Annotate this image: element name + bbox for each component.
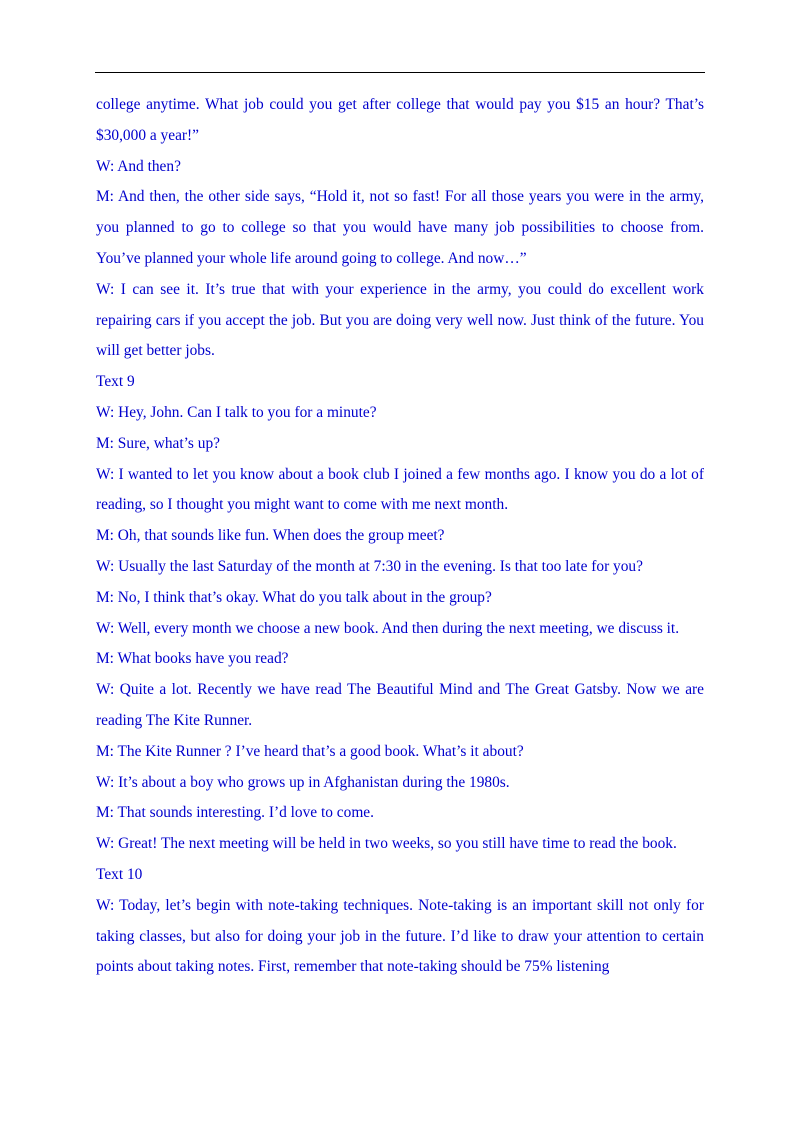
section-heading-text-10: Text 10 [96,865,143,883]
dialogue-line: M: What books have you read? [96,650,289,668]
dialogue-line: M: Sure, what’s up? [96,434,220,452]
dialogue-line: M: The Kite Runner ? I’ve heard that’s a good book. What’s it about? [96,742,524,760]
dialogue-line: W: Great! The next meeting will be held in two weeks, so you still have time to read the book. [96,835,677,853]
dialogue-line: W: I wanted to let you know about a book club I joined a few months ago. I know you do a lot of reading, so I thought you might want to come with me next month. [96,465,704,514]
dialogue-line: W: Well, every month we choose a new book. And then during the next meeting, we discuss it. [96,619,680,637]
dialogue-line: W: I can see it. It’s true that with your experience in the army, you could do excellent work repairing cars if you accept the job. But you are doing very well now. Just think of the future. You will get better jobs. [96,280,704,360]
dialogue-line: W: Quite a lot. Recently we have read The Beautiful Mind and The Great Gatsby. Now we are reading The Kite Runner. [96,681,704,729]
dialogue-line: W: It’s about a boy who grows up in Afghanistan during the 1980s. [96,773,510,791]
dialogue-line: W: Usually the last Saturday of the month at 7:30 in the evening. Is that too late for you? [96,557,643,575]
header-rule [95,72,705,73]
paragraph-continuation: college anytime. What job could you get after college that would pay you $15 an hour? That’s $30,000 a year!” [96,96,704,144]
dialogue-line: W: Today, let’s begin with note-taking techniques. Note-taking is an important skill not only for taking classes, but also for doing your job in the future. I’d like to draw your attention to certain points about taking notes. First, remember that note-taking should be 75% listening [96,896,704,976]
dialogue-line: M: No, I think that’s okay. What do you talk about in the group? [96,588,492,606]
dialogue-line: W: And then? [96,157,181,175]
section-heading-text-9: Text 9 [96,373,135,391]
dialogue-line: M: That sounds interesting. I’d love to come. [96,804,374,822]
dialogue-line: M: Oh, that sounds like fun. When does the group meet? [96,527,445,545]
dialogue-line: W: Hey, John. Can I talk to you for a minute? [96,403,377,421]
document-body [96,90,704,983]
dialogue-line: M: And then, the other side says, “Hold it, not so fast! For all those years you were in the army, you planned to go to college so that you would have many job possibilities to choose from. You’ve planned your whole life around going to college. And now…” [96,188,704,267]
